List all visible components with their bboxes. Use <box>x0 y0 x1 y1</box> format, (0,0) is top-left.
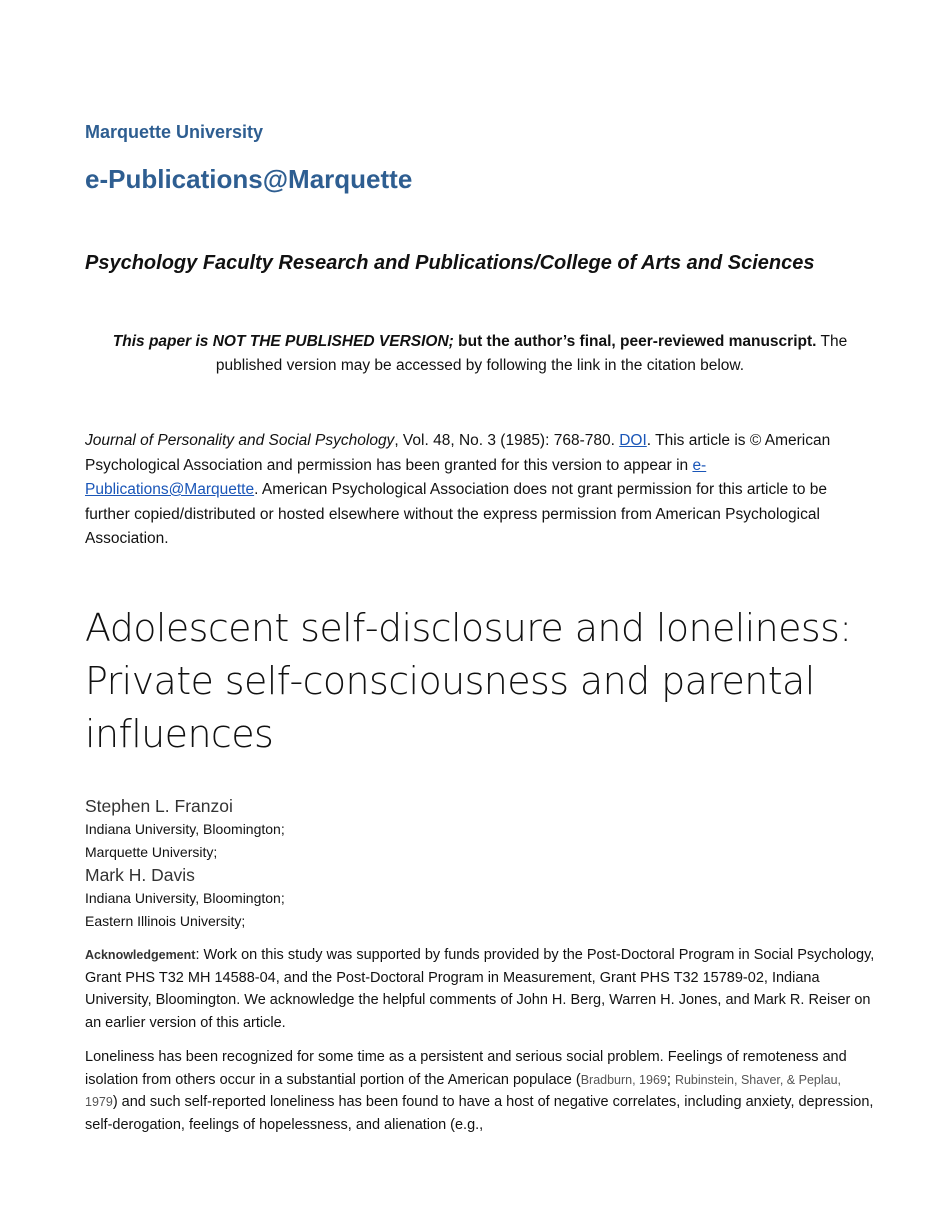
doi-link[interactable]: DOI <box>619 432 647 449</box>
repository-link[interactable]: e-Publications@Marquette <box>85 456 707 498</box>
author-block <box>85 864 585 933</box>
version-notice <box>85 330 875 378</box>
body-paragraph <box>85 1046 875 1136</box>
author-list <box>85 795 585 933</box>
acknowledgement-paragraph <box>85 944 875 1034</box>
copyright-text: . This article is © American Psychological Association and permission has been granted for this version to appear in <box>85 432 831 474</box>
body-text: ) and such self-reported loneliness has been found to have a host of negative correlates, including anxiety, depression, self-derogation, feelings of hopelessness, and alienation (e.g., <box>85 1094 874 1133</box>
author-affiliation: Indiana University, Bloomington; <box>85 821 285 837</box>
citation-ref[interactable]: Rubinstein, Shaver, & Peplau, 1979 <box>85 1072 842 1109</box>
body-text: Loneliness has been recognized for some time as a persistent and serious social problem. Feelings of remoteness and isolation from others occur in a substantial portion of the American populace ( <box>85 1049 847 1088</box>
repository-name: e-Publications@Marquette <box>85 164 413 194</box>
author-affiliation: Indiana University, Bloomington; <box>85 890 285 906</box>
author-affiliation: Marquette University; <box>85 844 218 860</box>
author-name: Stephen L. Franzoi <box>85 796 233 816</box>
journal-name: Journal of Personality and Social Psychology <box>85 432 395 449</box>
author-block <box>85 795 585 864</box>
author-name: Mark H. Davis <box>85 865 195 885</box>
notice-manuscript: but the author’s final, peer-reviewed manuscript. <box>453 333 817 350</box>
citation-separator: ; <box>666 1071 675 1088</box>
author-affiliation: Eastern Illinois University; <box>85 913 246 929</box>
acknowledgement-label: Acknowledgement <box>85 948 196 962</box>
notice-not-published: This paper is NOT THE PUBLISHED VERSION; <box>112 333 454 350</box>
citation-paragraph <box>85 429 875 552</box>
citation-ref[interactable]: Bradburn, 1969 <box>580 1072 667 1087</box>
series-title: Psychology Faculty Research and Publications/College of Arts and Sciences <box>85 252 815 274</box>
permission-text: . American Psychological Association does not grant permission for this article to be further copied/distributed or hosted elsewhere without the express permission from American Psychological Association. <box>85 481 828 547</box>
acknowledgement-text: : Work on this study was supported by funds provided by the Post-Doctoral Program in Social Psychology, Grant PHS T32 MH 14588-04, and the Post-Doctoral Program in Measurement, Grant PHS T32 15789-02, Indiana University, Bloomington. We acknowledge the helpful comments of John H. Berg, Warren H. Jones, and Mark R. Reiser on an earlier version of this article. <box>85 947 875 1031</box>
notice-access: The published version may be accessed by following the link in the citation below. <box>215 333 848 374</box>
citation-details: , Vol. 48, No. 3 (1985): 768-780. <box>394 432 620 449</box>
university-name: Marquette University <box>85 122 264 142</box>
article-title: Adolescent self-disclosure and loneliness: Private self-consciousness and parental influences <box>85 606 852 756</box>
